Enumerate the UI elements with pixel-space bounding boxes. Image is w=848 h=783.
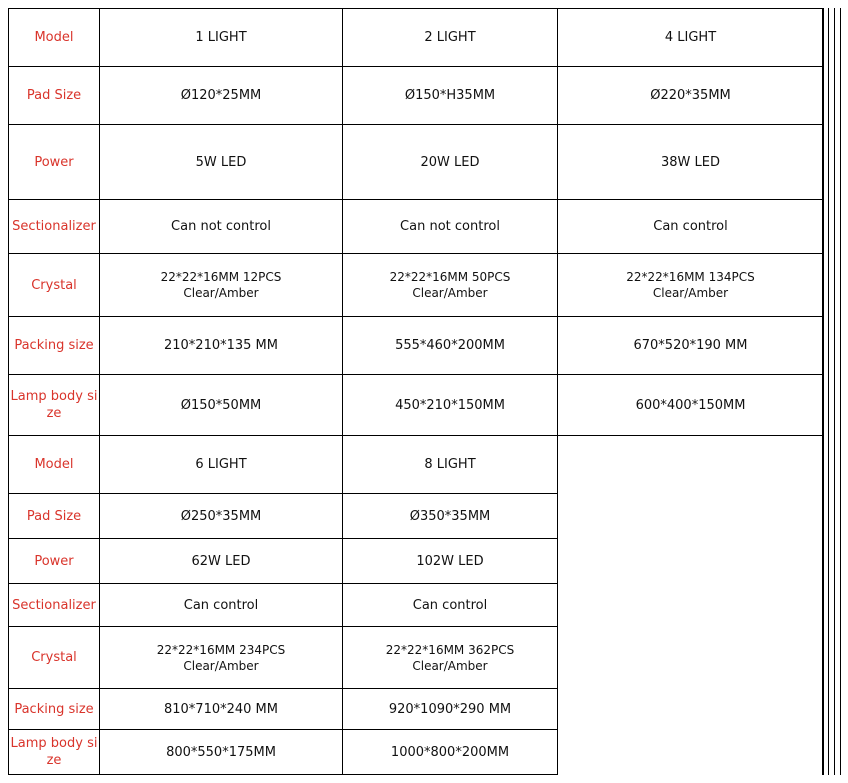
model-cell: 6 LIGHT bbox=[100, 436, 343, 494]
crystal-cell bbox=[558, 254, 824, 317]
table-row bbox=[9, 9, 824, 67]
label-line: ze bbox=[46, 753, 62, 768]
frame-rail bbox=[828, 8, 829, 775]
packing-size-cell: 555*460*200MM bbox=[343, 317, 558, 375]
row-label-lamp-body-size bbox=[9, 375, 100, 436]
crystal-cell bbox=[343, 627, 558, 689]
pad-size-cell: Ø120*25MM bbox=[100, 67, 343, 125]
table-row bbox=[9, 539, 824, 584]
table-row bbox=[9, 254, 824, 317]
empty-cell bbox=[558, 627, 824, 689]
model-cell: 4 LIGHT bbox=[558, 9, 824, 67]
packing-size-cell: 670*520*190 MM bbox=[558, 317, 824, 375]
table-row bbox=[9, 494, 824, 539]
model-cell: 1 LIGHT bbox=[100, 9, 343, 67]
row-label-packing-size: Packing size bbox=[9, 689, 100, 730]
row-label-packing-size: Packing size bbox=[9, 317, 100, 375]
lamp-body-size-cell: 450*210*150MM bbox=[343, 375, 558, 436]
row-label-model: Model bbox=[9, 9, 100, 67]
model-cell: 2 LIGHT bbox=[343, 9, 558, 67]
row-label-pad-size: Pad Size bbox=[9, 494, 100, 539]
power-cell: 38W LED bbox=[558, 125, 824, 200]
row-label-lamp-body-size bbox=[9, 730, 100, 775]
crystal-color: Clear/Amber bbox=[412, 286, 488, 300]
empty-cell bbox=[558, 436, 824, 494]
pad-size-cell: Ø220*35MM bbox=[558, 67, 824, 125]
sectionalizer-cell: Can control bbox=[100, 584, 343, 627]
power-cell: 20W LED bbox=[343, 125, 558, 200]
spec-table bbox=[8, 8, 824, 775]
empty-cell bbox=[558, 689, 824, 730]
crystal-cell bbox=[100, 627, 343, 689]
label-line: Lamp body si bbox=[10, 736, 98, 751]
sectionalizer-cell: Can not control bbox=[343, 200, 558, 254]
row-label-sectionalizer: Sectionalizer bbox=[9, 200, 100, 254]
empty-cell bbox=[558, 539, 824, 584]
table-row bbox=[9, 375, 824, 436]
empty-cell bbox=[558, 584, 824, 627]
crystal-cell bbox=[343, 254, 558, 317]
row-label-model: Model bbox=[9, 436, 100, 494]
label-line: Lamp body si bbox=[10, 389, 98, 404]
crystal-spec: 22*22*16MM 50PCS bbox=[389, 270, 511, 284]
row-label-power: Power bbox=[9, 125, 100, 200]
row-label-crystal: Crystal bbox=[9, 627, 100, 689]
table-row bbox=[9, 627, 824, 689]
model-cell: 8 LIGHT bbox=[343, 436, 558, 494]
crystal-color: Clear/Amber bbox=[412, 658, 488, 673]
sectionalizer-cell: Can control bbox=[343, 584, 558, 627]
power-cell: 62W LED bbox=[100, 539, 343, 584]
frame-rail bbox=[834, 8, 835, 775]
empty-cell bbox=[558, 730, 824, 775]
crystal-cell bbox=[100, 254, 343, 317]
table-row bbox=[9, 436, 824, 494]
pad-size-cell: Ø150*H35MM bbox=[343, 67, 558, 125]
pad-size-cell: Ø350*35MM bbox=[343, 494, 558, 539]
crystal-color: Clear/Amber bbox=[652, 286, 729, 300]
lamp-body-size-cell: Ø150*50MM bbox=[100, 375, 343, 436]
row-label-pad-size: Pad Size bbox=[9, 67, 100, 125]
row-label-sectionalizer: Sectionalizer bbox=[9, 584, 100, 627]
table-row bbox=[9, 125, 824, 200]
packing-size-cell: 920*1090*290 MM bbox=[343, 689, 558, 730]
table-row bbox=[9, 317, 824, 375]
frame-rail bbox=[840, 8, 841, 775]
power-cell: 102W LED bbox=[343, 539, 558, 584]
crystal-spec: 22*22*16MM 134PCS bbox=[626, 270, 755, 284]
crystal-spec: 22*22*16MM 362PCS bbox=[385, 642, 515, 657]
sectionalizer-cell: Can not control bbox=[100, 200, 343, 254]
empty-cell bbox=[558, 494, 824, 539]
table-row bbox=[9, 67, 824, 125]
crystal-color: Clear/Amber bbox=[183, 286, 259, 300]
row-label-crystal: Crystal bbox=[9, 254, 100, 317]
label-line: ze bbox=[46, 406, 62, 421]
table-row bbox=[9, 200, 824, 254]
packing-size-cell: 210*210*135 MM bbox=[100, 317, 343, 375]
crystal-color: Clear/Amber bbox=[183, 658, 259, 673]
lamp-body-size-cell: 600*400*150MM bbox=[558, 375, 824, 436]
row-label-power: Power bbox=[9, 539, 100, 584]
crystal-spec: 22*22*16MM 12PCS bbox=[160, 270, 282, 284]
table-row bbox=[9, 689, 824, 730]
power-cell: 5W LED bbox=[100, 125, 343, 200]
table-row bbox=[9, 730, 824, 775]
packing-size-cell: 810*710*240 MM bbox=[100, 689, 343, 730]
pad-size-cell: Ø250*35MM bbox=[100, 494, 343, 539]
sectionalizer-cell: Can control bbox=[558, 200, 824, 254]
table-row bbox=[9, 584, 824, 627]
crystal-spec: 22*22*16MM 234PCS bbox=[156, 642, 286, 657]
lamp-body-size-cell: 1000*800*200MM bbox=[343, 730, 558, 775]
lamp-body-size-cell: 800*550*175MM bbox=[100, 730, 343, 775]
